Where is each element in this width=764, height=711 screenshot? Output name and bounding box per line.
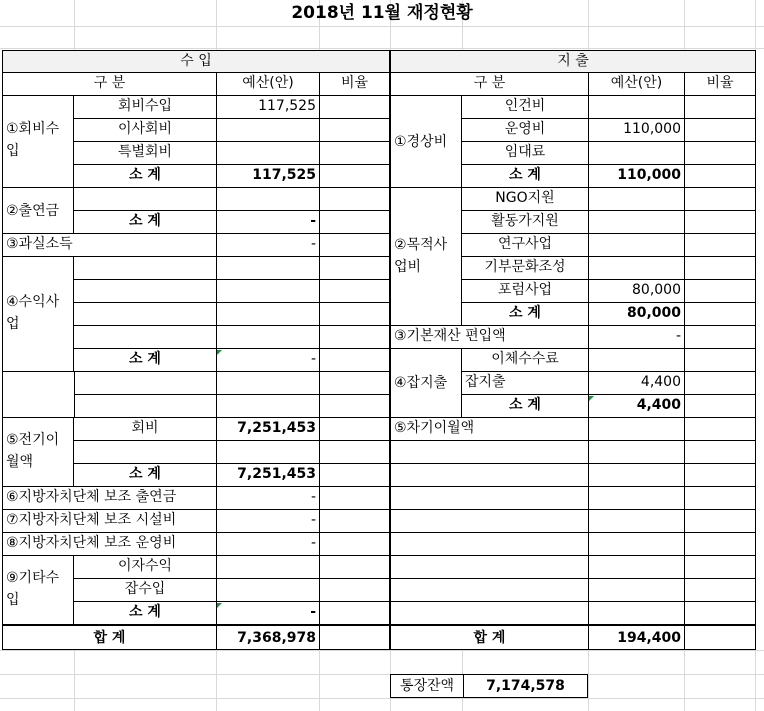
expense-ratio — [684, 96, 756, 119]
income-empty-cell — [216, 395, 319, 418]
income-value — [216, 188, 319, 211]
income-ratio — [319, 418, 390, 441]
expense-empty-cell — [390, 579, 588, 602]
expense-ratio — [684, 165, 756, 188]
income-value — [216, 257, 319, 280]
expense-empty-cell — [684, 579, 756, 602]
income-ratio — [319, 579, 390, 602]
expense-value — [588, 142, 684, 165]
expense-empty-cell — [390, 533, 588, 556]
income-local-contribution: ⑥지방자치단체 보조 출연금 — [2, 487, 216, 510]
expense-empty-cell — [390, 464, 588, 487]
income-item — [74, 257, 216, 280]
expense-item: 이체수수료 — [462, 349, 588, 372]
income-subtotal-value: 7,251,453 — [216, 464, 319, 487]
expense-subtotal-label: 소 계 — [462, 395, 588, 418]
expense-ratio — [684, 349, 756, 372]
income-ratio — [319, 533, 390, 556]
income-item — [74, 188, 216, 211]
income-total-label: 합 계 — [2, 625, 216, 650]
expense-empty-cell — [588, 441, 684, 464]
expense-ratio — [684, 395, 756, 418]
income-ratio — [319, 556, 390, 579]
income-group-membership: ①회비수입 — [2, 96, 74, 188]
expense-item: 기부문화조성 — [462, 257, 588, 280]
income-value: 117,525 — [216, 96, 319, 119]
income-ratio — [319, 211, 390, 234]
expense-subtotal-label: 소 계 — [462, 165, 588, 188]
expense-next-carryover-label: ⑤차기이월액 — [390, 418, 588, 441]
income-subtotal-label: 소 계 — [74, 464, 216, 487]
expense-empty-cell — [684, 441, 756, 464]
income-value — [216, 280, 319, 303]
expense-ratio — [684, 119, 756, 142]
income-group-carryover: ⑤전기이월액 — [2, 418, 74, 487]
income-item: 이자수익 — [74, 556, 216, 579]
income-value — [216, 303, 319, 326]
income-ratio — [319, 188, 390, 211]
income-local-facility: ⑦지방자치단체 보조 시설비 — [2, 510, 216, 533]
expense-total-label: 합 계 — [390, 625, 588, 650]
income-ratio — [319, 234, 390, 257]
expense-group-misc: ④잡지출 — [390, 349, 462, 418]
income-value — [216, 142, 319, 165]
income-total-value: 7,368,978 — [216, 625, 319, 650]
expense-basic-property-label: ③기본재산 편입액 — [390, 326, 588, 349]
expense-ratio — [684, 142, 756, 165]
expense-empty-cell — [684, 464, 756, 487]
expense-empty-cell — [390, 487, 588, 510]
income-ratio — [319, 349, 390, 372]
income-subtotal-value: - — [216, 602, 319, 625]
income-item — [74, 303, 216, 326]
balance-value: 7,174,578 — [464, 674, 588, 698]
expense-header: 지 출 — [390, 50, 756, 73]
error-marker-icon — [217, 350, 222, 355]
income-ratio — [319, 119, 390, 142]
error-marker-icon — [589, 396, 594, 401]
expense-empty-cell — [684, 533, 756, 556]
expense-empty-cell — [588, 464, 684, 487]
income-ratio — [319, 464, 390, 487]
expense-item: 임대료 — [462, 142, 588, 165]
income-empty-cell — [74, 395, 216, 418]
income-empty-cell — [74, 372, 216, 395]
error-marker-icon — [217, 603, 222, 608]
income-col-category: 구 분 — [2, 73, 216, 96]
expense-value — [588, 418, 684, 441]
expense-subtotal-value: 80,000 — [588, 303, 684, 326]
income-subtotal-label: 소 계 — [74, 349, 216, 372]
income-value: - — [216, 510, 319, 533]
income-subtotal-label: 소 계 — [74, 165, 216, 188]
expense-empty-cell — [684, 602, 756, 625]
income-value — [216, 119, 319, 142]
balance-label: 통장잔액 — [390, 674, 464, 698]
expense-ratio — [684, 372, 756, 395]
income-empty-cell — [2, 372, 74, 418]
income-value — [216, 326, 319, 349]
expense-value — [588, 96, 684, 119]
income-item: 잡수입 — [74, 579, 216, 602]
income-subtotal-value: - — [216, 211, 319, 234]
income-item: 이사회비 — [74, 119, 216, 142]
gridline — [0, 26, 764, 27]
expense-item: 잡지출 — [462, 372, 588, 395]
income-ratio — [319, 303, 390, 326]
expense-ratio — [684, 625, 756, 650]
income-col-ratio: 비율 — [319, 73, 390, 96]
income-fruits-label: ③과실소득 — [2, 234, 216, 257]
income-ratio — [319, 96, 390, 119]
expense-value — [588, 257, 684, 280]
expense-value: 4,400 — [588, 372, 684, 395]
income-subtotal-value: - — [216, 349, 319, 372]
income-local-operating: ⑧지방자치단체 보조 운영비 — [2, 533, 216, 556]
expense-value: 110,000 — [588, 119, 684, 142]
expense-empty-cell — [588, 510, 684, 533]
income-empty-cell — [319, 395, 390, 418]
income-item — [74, 280, 216, 303]
income-ratio — [319, 625, 390, 650]
income-fruits-value: - — [216, 234, 319, 257]
income-item: 회비 — [74, 418, 216, 441]
expense-ratio — [684, 326, 756, 349]
expense-ratio — [684, 418, 756, 441]
expense-empty-cell — [684, 487, 756, 510]
expense-value — [588, 211, 684, 234]
income-group-other: ⑨기타수입 — [2, 556, 74, 625]
income-subtotal-value: 117,525 — [216, 165, 319, 188]
income-ratio — [319, 165, 390, 188]
income-ratio — [319, 510, 390, 533]
income-value — [216, 579, 319, 602]
expense-ratio — [684, 211, 756, 234]
page-title: 2018년 11월 재정현황 — [291, 3, 473, 23]
expense-col-budget: 예산(안) — [588, 73, 684, 96]
expense-empty-cell — [390, 441, 588, 464]
expense-item: NGO지원 — [462, 188, 588, 211]
expense-subtotal-value: 110,000 — [588, 165, 684, 188]
expense-item: 인건비 — [462, 96, 588, 119]
expense-empty-cell — [684, 556, 756, 579]
income-group-contribution: ②출연금 — [2, 188, 74, 234]
expense-empty-cell — [588, 602, 684, 625]
income-empty-cell — [319, 372, 390, 395]
expense-empty-cell — [390, 602, 588, 625]
expense-col-ratio: 비율 — [684, 73, 756, 96]
expense-group-purpose: ②목적사업비 — [390, 188, 462, 326]
expense-empty-cell — [390, 556, 588, 579]
gridline — [0, 48, 764, 49]
expense-ratio — [684, 280, 756, 303]
expense-value: 80,000 — [588, 280, 684, 303]
expense-item: 활동가지원 — [462, 211, 588, 234]
income-value — [216, 441, 319, 464]
expense-subtotal-label: 소 계 — [462, 303, 588, 326]
income-value: - — [216, 533, 319, 556]
income-ratio — [319, 441, 390, 464]
gridline — [0, 698, 764, 699]
expense-value — [588, 188, 684, 211]
income-item: 특별회비 — [74, 142, 216, 165]
expense-empty-cell — [588, 579, 684, 602]
income-col-budget: 예산(안) — [216, 73, 319, 96]
income-ratio — [319, 280, 390, 303]
expense-subtotal-value: 4,400 — [588, 395, 684, 418]
expense-item: 연구사업 — [462, 234, 588, 257]
income-item — [74, 441, 216, 464]
expense-ratio — [684, 234, 756, 257]
income-ratio — [319, 326, 390, 349]
income-ratio — [319, 602, 390, 625]
expense-ratio — [684, 257, 756, 280]
income-ratio — [319, 257, 390, 280]
expense-ratio — [684, 188, 756, 211]
expense-empty-cell — [588, 533, 684, 556]
expense-empty-cell — [588, 487, 684, 510]
income-header: 수 입 — [2, 50, 390, 73]
income-ratio — [319, 487, 390, 510]
income-subtotal-label: 소 계 — [74, 602, 216, 625]
income-group-business: ④수익사업 — [2, 257, 74, 372]
expense-value — [588, 234, 684, 257]
income-empty-cell — [216, 372, 319, 395]
income-item: 회비수입 — [74, 96, 216, 119]
expense-ratio — [684, 303, 756, 326]
income-subtotal-label: 소 계 — [74, 211, 216, 234]
expense-empty-cell — [684, 510, 756, 533]
expense-item: 포럼사업 — [462, 280, 588, 303]
income-value: 7,251,453 — [216, 418, 319, 441]
expense-total-value: 194,400 — [588, 625, 684, 650]
expense-empty-cell — [390, 510, 588, 533]
expense-value — [588, 349, 684, 372]
expense-basic-property-value: - — [588, 326, 684, 349]
expense-item: 운영비 — [462, 119, 588, 142]
gridline — [0, 650, 764, 651]
income-value: - — [216, 487, 319, 510]
expense-col-category: 구 분 — [390, 73, 588, 96]
expense-group-operating: ①경상비 — [390, 96, 462, 188]
gridline — [0, 674, 764, 675]
income-ratio — [319, 142, 390, 165]
income-value — [216, 556, 319, 579]
expense-empty-cell — [588, 556, 684, 579]
income-item — [74, 326, 216, 349]
